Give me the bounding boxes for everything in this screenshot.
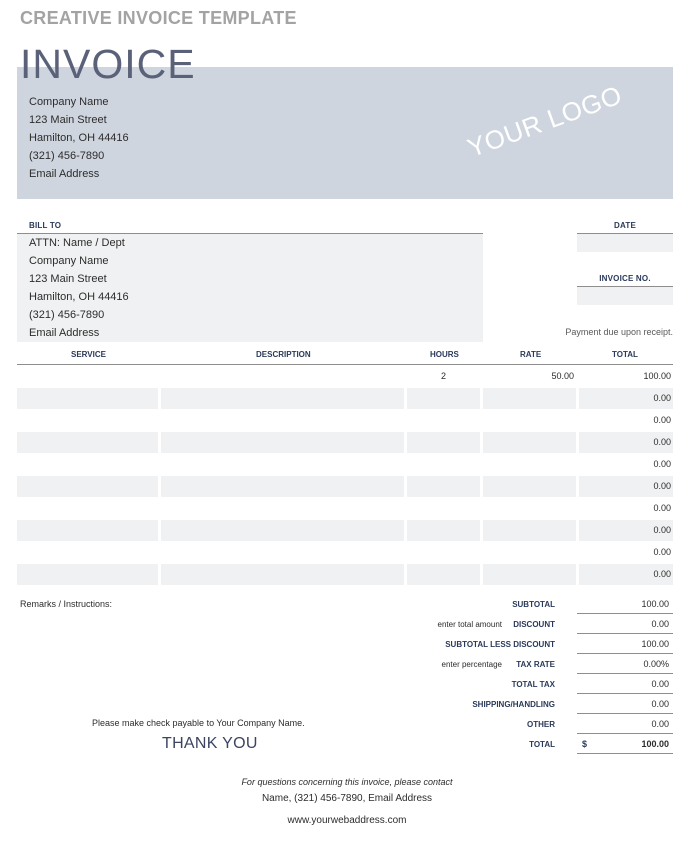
payment-terms: Payment due upon receipt. bbox=[565, 327, 673, 337]
service-cell[interactable] bbox=[17, 542, 158, 563]
description-cell[interactable] bbox=[161, 520, 404, 541]
description-cell[interactable] bbox=[161, 564, 404, 585]
table-row bbox=[17, 475, 673, 497]
tax-rate-value[interactable]: 0.00% bbox=[643, 659, 669, 669]
table-row bbox=[17, 409, 673, 431]
table-row bbox=[17, 519, 673, 541]
service-cell[interactable] bbox=[17, 564, 158, 585]
service-cell[interactable] bbox=[17, 454, 158, 475]
footer-question: For questions concerning this invoice, please contact bbox=[241, 777, 453, 787]
description-cell[interactable] bbox=[161, 454, 404, 475]
subtotal-less-discount-label: SUBTOTAL LESS DISCOUNT bbox=[445, 640, 555, 649]
header-description: DESCRIPTION bbox=[256, 350, 311, 359]
total-cell: 0.00 bbox=[653, 503, 671, 513]
rate-cell[interactable] bbox=[483, 432, 576, 453]
summary-shipping bbox=[0, 694, 675, 714]
total-cell: 0.00 bbox=[579, 564, 673, 585]
rate-cell[interactable] bbox=[483, 388, 576, 409]
remarks-label: Remarks / Instructions: bbox=[20, 599, 113, 609]
header-total: TOTAL bbox=[612, 350, 638, 359]
total-cell: 0.00 bbox=[653, 459, 671, 469]
date-label: DATE bbox=[614, 221, 636, 230]
summary-tax-rate bbox=[0, 654, 675, 674]
company-name[interactable]: Company Name bbox=[29, 96, 109, 108]
bill-to-email[interactable]: Email Address bbox=[29, 327, 100, 339]
total-cell: 0.00 bbox=[653, 415, 671, 425]
total-cell: 0.00 bbox=[653, 547, 671, 557]
bill-to-attn[interactable]: ATTN: Name / Dept bbox=[29, 237, 125, 249]
company-phone[interactable]: (321) 456-7890 bbox=[29, 150, 105, 162]
table-header bbox=[17, 344, 673, 365]
bill-to-street[interactable]: 123 Main Street bbox=[29, 273, 107, 285]
summary-subtotal-less-discount bbox=[0, 634, 675, 654]
header-rate: RATE bbox=[520, 350, 542, 359]
description-cell[interactable] bbox=[161, 410, 404, 431]
summary-discount bbox=[0, 614, 675, 634]
other-value[interactable]: 0.00 bbox=[651, 719, 669, 729]
bill-to-info bbox=[29, 234, 129, 342]
subtotal-label: SUBTOTAL bbox=[512, 600, 555, 609]
company-email[interactable]: Email Address bbox=[29, 168, 100, 180]
hours-cell[interactable] bbox=[407, 564, 480, 585]
rate-cell[interactable] bbox=[483, 498, 576, 519]
summary-subtotal bbox=[0, 594, 675, 614]
hours-cell[interactable] bbox=[407, 542, 480, 563]
date-field[interactable] bbox=[577, 234, 673, 252]
total-cell: 0.00 bbox=[579, 476, 673, 497]
bill-to-city[interactable]: Hamilton, OH 44416 bbox=[29, 291, 129, 303]
shipping-label: SHIPPING/HANDLING bbox=[472, 700, 555, 709]
summary-total-tax bbox=[0, 674, 675, 694]
currency-symbol: $ bbox=[582, 739, 588, 749]
rate-cell[interactable] bbox=[483, 542, 576, 563]
description-cell[interactable] bbox=[161, 542, 404, 563]
shipping-value[interactable]: 0.00 bbox=[651, 699, 669, 709]
subtotal-value: 100.00 bbox=[641, 599, 669, 609]
total-cell: 0.00 bbox=[579, 520, 673, 541]
hours-cell[interactable] bbox=[407, 498, 480, 519]
service-cell[interactable] bbox=[17, 498, 158, 519]
rate-cell[interactable] bbox=[483, 564, 576, 585]
total-cell: 100.00 bbox=[643, 371, 671, 381]
summary-total bbox=[0, 734, 675, 754]
header-service: SERVICE bbox=[71, 350, 106, 359]
service-cell[interactable] bbox=[17, 388, 158, 409]
summary-divider bbox=[577, 753, 673, 754]
template-title: CREATIVE INVOICE TEMPLATE bbox=[20, 8, 297, 28]
service-cell[interactable] bbox=[17, 432, 158, 453]
hours-cell[interactable] bbox=[407, 388, 480, 409]
footer-website[interactable]: www.yourwebaddress.com bbox=[287, 815, 407, 826]
hours-cell[interactable] bbox=[407, 410, 480, 431]
tax-rate-label: TAX RATE bbox=[516, 660, 555, 669]
table-row bbox=[17, 497, 673, 519]
discount-label: DISCOUNT bbox=[513, 620, 555, 629]
other-label: OTHER bbox=[527, 720, 555, 729]
invoice-number-field[interactable] bbox=[577, 287, 673, 305]
description-cell[interactable] bbox=[161, 476, 404, 497]
table-row bbox=[17, 431, 673, 453]
bill-to-company[interactable]: Company Name bbox=[29, 255, 109, 267]
table-row bbox=[17, 541, 673, 563]
service-cell[interactable] bbox=[17, 410, 158, 431]
table-row bbox=[17, 365, 673, 387]
company-street[interactable]: 123 Main Street bbox=[29, 114, 107, 126]
rate-cell[interactable] bbox=[483, 476, 576, 497]
invoice-number-label: INVOICE NO. bbox=[599, 274, 651, 283]
hours-cell[interactable] bbox=[407, 432, 480, 453]
discount-hint: enter total amount bbox=[437, 620, 502, 629]
table-row bbox=[17, 453, 673, 475]
logo-placeholder[interactable]: YOUR LOGO bbox=[463, 79, 626, 164]
header-hours: HOURS bbox=[430, 350, 459, 359]
payable-note: Please make check payable to Your Company Name. bbox=[92, 718, 305, 728]
invoice-heading: INVOICE bbox=[20, 41, 196, 87]
description-cell[interactable] bbox=[161, 366, 404, 387]
table-row bbox=[17, 387, 673, 409]
service-cell[interactable] bbox=[17, 476, 158, 497]
line-items-table bbox=[17, 344, 673, 585]
hours-cell[interactable] bbox=[407, 454, 480, 475]
hours-cell[interactable]: 2 bbox=[440, 371, 446, 381]
total-label: TOTAL bbox=[529, 740, 555, 749]
footer-contact: Name, (321) 456-7890, Email Address bbox=[261, 793, 433, 804]
subtotal-less-discount-value: 100.00 bbox=[641, 639, 669, 649]
description-cell[interactable] bbox=[161, 388, 404, 409]
service-cell[interactable] bbox=[17, 366, 158, 387]
rate-cell[interactable] bbox=[483, 454, 576, 475]
company-info bbox=[29, 93, 129, 183]
table-row bbox=[17, 563, 673, 585]
bill-to-label: BILL TO bbox=[29, 221, 62, 230]
discount-value[interactable]: 0.00 bbox=[651, 619, 669, 629]
thank-you-text: THANK YOU bbox=[162, 735, 258, 752]
rate-cell[interactable]: 50.00 bbox=[551, 371, 574, 381]
hours-cell[interactable] bbox=[407, 520, 480, 541]
hours-cell[interactable] bbox=[407, 476, 480, 497]
description-cell[interactable] bbox=[161, 432, 404, 453]
bill-to-phone[interactable]: (321) 456-7890 bbox=[29, 309, 105, 321]
description-cell[interactable] bbox=[161, 498, 404, 519]
rate-cell[interactable] bbox=[483, 520, 576, 541]
total-tax-label: TOTAL TAX bbox=[511, 680, 555, 689]
tax-rate-hint: enter percentage bbox=[441, 660, 502, 669]
total-value: 100.00 bbox=[641, 739, 669, 749]
company-city[interactable]: Hamilton, OH 44416 bbox=[29, 132, 129, 144]
total-tax-value: 0.00 bbox=[651, 679, 669, 689]
total-cell: 0.00 bbox=[579, 432, 673, 453]
total-cell: 0.00 bbox=[579, 388, 673, 409]
rate-cell[interactable] bbox=[483, 410, 576, 431]
service-cell[interactable] bbox=[17, 520, 158, 541]
